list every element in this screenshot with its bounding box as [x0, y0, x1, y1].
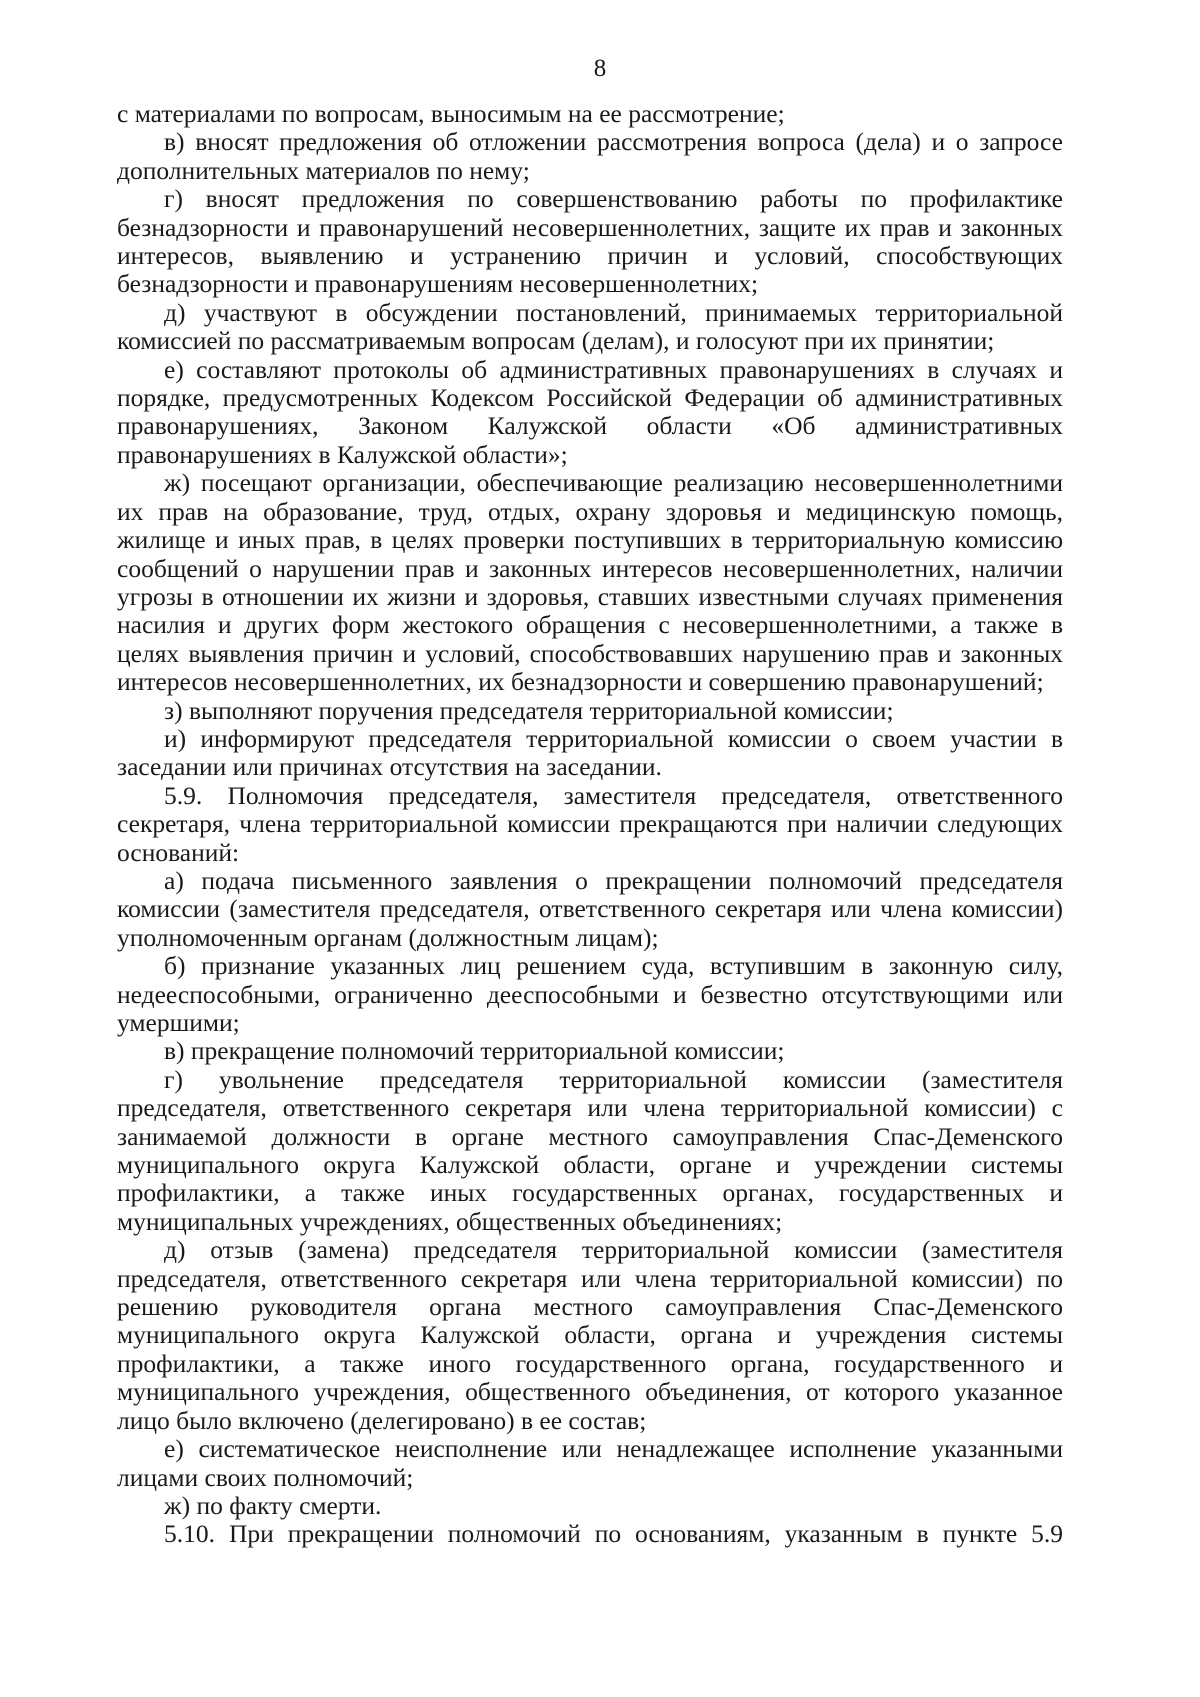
paragraph-item-i: и) информируют председателя территориальной комиссии о своем участии в заседании или причинах отсутствия на заседании.: [117, 723, 1063, 782]
paragraph-5-9-item-g: г) увольнение председателя территориальной комиссии (заместителя председателя, ответственного секретаря или члена территориальной комиссии) с занимаемой должности в органе местного самоуправления Спас-Деменского муниципального округа Калужской области, органе и учреждении системы профилактики, а также иных государственных органах, государственных и муниципальных учреждениях, общественных объединениях;: [117, 1064, 1063, 1236]
paragraph-item-g: г) вносят предложения по совершенствованию работы по профилактике безнадзорности и правонарушений несовершеннолетних, защите их прав и законных интересов, выявлению и устранению причин и условий, способствующих безнадзорности и правонарушениям несовершеннолетних;: [117, 184, 1063, 299]
paragraph-item-zh: ж) посещают организации, обеспечивающие реализацию несовершеннолетними их прав на образование, труд, отдых, охрану здоровья и медицинскую помощь, жилище и иных прав, в целях проверки поступивших в территориальную комиссию сообщений о нарушении прав и законных интересов несовершеннолетних, наличии угрозы в отношении их жизни и здоровья, ставших известными случаях применения насилия и других форм жестокого обращения с несовершеннолетними, а также в целях выявления причин и условий, способствовавших нарушению прав и законных интересов несовершеннолетних, их безнадзорности и совершению правонарушений;: [117, 468, 1063, 697]
paragraph-item-z: з) выполняют поручения председателя территориальной комиссии;: [164, 695, 894, 725]
paragraph-continuation: с материалами по вопросам, выносимым на ее рассмотрение;: [117, 99, 785, 128]
paragraph-item-v: в) вносят предложения об отложении рассмотрения вопроса (дела) и о запросе дополнительных материалов по нему;: [117, 127, 1063, 185]
paragraph-item-d: д) участвуют в обсуждении постановлений, принимаемых территориальной комиссией по рассматриваемым вопросам (делам), и голосуют при их принятии;: [117, 297, 1063, 356]
paragraph-5-9-item-zh: ж) по факту смерти.: [164, 1490, 382, 1520]
paragraph-section-5-10: 5.10. При прекращении полномочий по основаниям, указанным в пункте 5.9: [164, 1519, 1063, 1549]
paragraph-5-9-item-d: д) отзыв (замена) председателя территориальной комиссии (заместителя председателя, ответственного секретаря или члена территориальной комиссии) по решению руководителя органа местного самоуправления Спас-Деменского муниципального округа Калужской области, органа и учреждения системы профилактики, а также иного государственного органа, государственного и муниципального учреждения, общественного объединения, от которого указанное лицо было включено (делегировано) в ее состав;: [117, 1235, 1063, 1435]
paragraph-item-e: е) составляют протоколы об административных правонарушениях в случаях и порядке, предусмотренных Кодексом Российской Федерации об административных правонарушениях, Законом Калужской области «Об административных правонарушениях в Калужской области»;: [117, 354, 1063, 469]
paragraph-5-9-item-v: в) прекращение полномочий территориальной комиссии;: [164, 1036, 785, 1066]
paragraph-section-5-9: 5.9. Полномочия председателя, заместителя председателя, ответственного секретаря, члена территориальной комиссии прекращаются при наличии следующих оснований:: [117, 780, 1063, 867]
paragraph-5-9-item-e: е) систематическое неисполнение или ненадлежащее исполнение указанными лицами своих полномочий;: [117, 1434, 1063, 1492]
paragraph-5-9-item-b: б) признание указанных лиц решением суда, вступившим в законную силу, недееспособными, ограниченно дееспособными и безвестно отсутствующими или умершими;: [117, 951, 1063, 1037]
page-number: 8: [593, 55, 607, 82]
document-body: [117, 100, 1063, 1549]
paragraph-5-9-item-a: а) подача письменного заявления о прекращении полномочий председателя комиссии (заместителя председателя, ответственного секретаря или члена комиссии) уполномоченным органам (должностным лицам);: [117, 865, 1063, 952]
